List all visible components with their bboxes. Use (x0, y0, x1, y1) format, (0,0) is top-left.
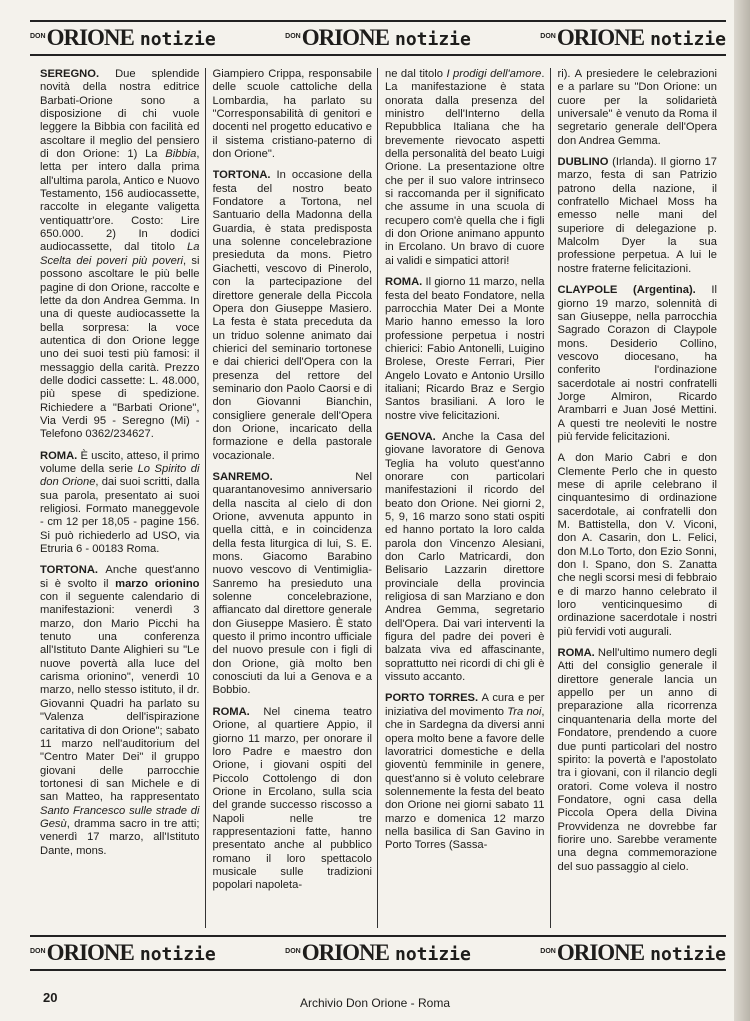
banner-don: DON (285, 948, 301, 955)
column-1 (40, 68, 206, 928)
news-city: SANREMO. (212, 470, 273, 483)
news-item: SEREGNO. Due splendide novità della nostra editrice Barbati-Orione sono a disposizione di chi vuole leggere la Bibbia con facilità ed ascoltare il meglio del pensiero di don Orione: 1) La Bibbia, letta per intero dalla prima all'ultima parola, Antico e Nuovo Testamento, 156 audiocassette, raccolte in elegante valigetta ventiquattr'ore. Costo: Lire 650.000. 2) In dodici audiocassette, dal titolo La Scelta dei poveri più poveri, si possono ascoltare le più belle pagine di don Orione, raccolte e lette da don Andrea Gemma. In una di queste audiocassette la bella sorpresa: la voce autentica di don Orione legge uno dei suoi testi più famosi: il messaggio della carità. Prezzo delle dodici cassette: L. 48.000, più spese di spedizione. Richiedere a "Barbati Orione", Via Verdi 95 - Seregno (Mi) - Telefono 0362/234627. (40, 68, 200, 441)
news-city: PORTO TORRES. (385, 692, 479, 705)
banner-notizie: notizie (395, 944, 471, 965)
news-city: ROMA. (212, 705, 250, 718)
footer-banner (30, 935, 726, 971)
banner-notizie: notizie (650, 944, 726, 965)
banner-notizie: notizie (395, 29, 471, 50)
banner-segment (540, 25, 726, 51)
article-columns (40, 68, 722, 928)
column-4 (558, 68, 723, 928)
column-3 (385, 68, 551, 928)
news-city: CLAYPOLE (Argentina). (557, 284, 696, 297)
news-item: CLAYPOLE (Argentina). Il giorno 19 marzo, solennità di san Giuseppe, nella parrocchia Sagrado Corazon di Claypole mons. Desiderio Collino, vescovo diocesano, ha conferito l'ordinazione sacerdotale ai nostri confratelli Jorge Almiron, Ricardo Arambarri e Juan José Mettini. A questi tre neoleviti le nostre più fervide felicitazioni. (557, 284, 717, 443)
news-item: PORTO TORRES. A cura e per iniziativa del movimento Tra noi, che in Sardegna da diversi anni opera molto bene a favore delle lavoratrici domestiche e della gioventù femminile in genere, quest'anno si è voluto celebrare solennemente la festa del beato don Orione nei giorni sabato 11 marzo e domenica 12 marzo nella basilica di San Gavino in Porto Torres (Sassa- (385, 692, 545, 852)
news-city: ROMA. (40, 449, 78, 462)
news-item: ROMA. Nel cinema teatro Orione, al quartiere Appio, il giorno 11 marzo, per onorare il loro Padre e maestro don Orione, i giovani ospiti del Piccolo Cottolengo di don Orione in Ercolano, sulla scia del grande successo riscosso a Napoli nelle tre rappresentazioni fatte, hanno presentato anche al pubblico romano il loro spettacolo musicale sulle tradizioni popolari napoleta- (212, 705, 372, 892)
banner-notizie: notizie (650, 29, 726, 50)
news-item: TORTONA. In occasione della festa del nostro beato Fondatore a Tortona, nel Santuario della Madonna della Guardia, è stata predisposta una solenne concelebrazione presieduta da mons. Pietro Giachetti, vescovo di Pinerolo, con la partecipazione del direttore generale della Piccola Opera don Giuseppe Masiero. La festa è stata preceduta da un triduo solenne animato dai chierici del seminario tortonese e dai chierici dell'Opera con la presenza del rettore del seminario don Paolo Caorsi e di don Giovanni Bianchin, consigliere generale dell'Opera don Orione, incaricato della formazione e della pastorale vocazionale. (212, 169, 372, 462)
banner-don: DON (540, 948, 556, 955)
banner-segment (285, 25, 471, 51)
news-city: ROMA. (557, 647, 595, 660)
news-item: GENOVA. Anche la Casa del giovane lavoratore di Genova Teglia ha voluto quest'anno onorare con particolari manifestazioni il ricordo del beato don Orione. Nei giorni 2, 5, 9, 16 marzo sono stati ospiti ed hanno portato la loro calda parola don Vincenzo Alesiani, don Carlo Matricardi, don Belisario Lazzarin direttore provinciale della provincia religiosa di san Marziano e don Andrea Gemma, segretario dell'Opera. Dai vari interventi la figura del padre dei poveri è balzata viva ed affascinante, soprattutto nei ricordi di chi gli è vissuto accanto. (385, 430, 545, 684)
page-number: 20 (43, 990, 58, 1005)
banner-segment (285, 940, 471, 966)
banner-orione: ORIONE (46, 940, 134, 965)
page-spine-shadow (734, 0, 750, 1021)
banner-orione: ORIONE (556, 25, 645, 50)
news-item: ROMA. Il giorno 11 marzo, nella festa del beato Fondatore, nella parrocchia Mater Dei a Monte Mario hanno emesso la loro professione perpetua i nostri chierici: Fabio Antonelli, Luigino Brolese, Oreste Ferrari, Pier Angelo Lovato e Antonio Ursillo italiani; Ricardo Braz e Sergio Santos brasiliani. A loro le nostre vive felicitazioni. (385, 276, 545, 422)
news-item: TORTONA. Anche quest'anno si è svolto il marzo orionino con il seguente calendario di manifestazioni: venerdì 3 marzo, don Mario Picchi ha tenuto una conferenza all'Istituto Dante Alighieri su "Le nuove povertà alla luce del carisma orionino", venerdì 10 marzo, nello stesso istituto, il dr. Giovanni Quadri ha parlato su "Valenza dell'ispirazione caritativa di don Orione"; sabato 11 marzo nell'auditorium del "Centro Mater Dei" il gruppo giovani delle parrocchie tortonesi di san Michele e di san Matteo, ha rappresentato Santo Francesco sulle strade di Gesù, dramma sacro in tre atti; venerdì 17 marzo, all'Istituto Dante, mons. (40, 564, 200, 857)
news-item: SANREMO. Nel quarantanovesimo anniversario della nascita al cielo di don Orione, avvenuta appunto in quella città, e in coincidenza della festa liturgica di lui, S. E. mons. Giacomo Barabino nuovo vescovo di Ventimiglia-Sanremo ha presieduto una solenne concelebrazione, affiancato dal direttore generale don Giuseppe Masiero. È stato questo il primo incontro ufficiale del nuovo presule con i figli di don Orione, già molto ben conosciuti da lui a Genova e a Bobbio. (212, 470, 372, 697)
banner-segment (540, 940, 726, 966)
banner-don: DON (540, 33, 556, 40)
banner-orione: ORIONE (46, 25, 134, 50)
news-city: TORTONA. (212, 169, 271, 182)
news-city: GENOVA. (385, 430, 436, 443)
header-banner (30, 20, 726, 56)
banner-orione: ORIONE (301, 25, 389, 50)
banner-don: DON (30, 948, 46, 955)
news-city: DUBLINO (557, 156, 609, 169)
news-city: TORTONA. (40, 564, 99, 577)
news-item: DUBLINO (Irlanda). Il giorno 17 marzo, festa di san Patrizio patrono della nazione, il confratello Michael Moss ha emesso nelle mani del superiore di delegazione p. Malcolm Dyer la sua professione perpetua. A lui le nostre fraterne felicitazioni. (557, 156, 717, 275)
banner-notizie: notizie (139, 944, 216, 965)
news-item: ROMA. È uscito, atteso, il primo volume della serie Lo Spirito di don Orione, dai suoi scritti, dalla sua parola, presentato ai suoi religiosi. Formato maneggevole - cm 12 per 18,05 - pagine 156. Si può richiederlo ad USO, via Etruria 6 - 00183 Roma. (40, 449, 200, 556)
banner-orione: ORIONE (556, 940, 645, 965)
news-city: SEREGNO. (40, 68, 100, 80)
banner-don: DON (285, 33, 301, 40)
banner-orione: ORIONE (301, 940, 389, 965)
news-item: ROMA. Nell'ultimo numero degli Atti del consiglio generale il direttore generale lancia un appello per un anno di preparazione alla ricorrenza cinquantenaria della morte del Fondatore, prendendo a cuore due punti particolari del nostro spirito: la povertà e l'apostolato tra i giovani, con il rilancio degli oratori. Come voleva il nostro Fondatore, ogni casa della Piccola Opera della Divina Provvidenza ne dovrebbe far fiorire uno. Sarebbe veramente una degna commemorazione del suo passaggio al cielo. (557, 647, 717, 873)
column-2 (213, 68, 379, 928)
news-item: Giampiero Crippa, responsabile delle scuole cattoliche della Lombardia, ha parlato su "Corresponsabilità di genitori e docenti nel progetto educativo e il sistema cristiano-paterno di don Orione". (212, 68, 372, 161)
banner-don: DON (30, 33, 46, 40)
banner-segment (30, 940, 216, 966)
news-city: ROMA. (385, 276, 423, 289)
news-item: A don Mario Cabri e don Clemente Perlo che in questo mese di aprile celebrano il cinquantesimo di ordinazione sacerdotale, ai confratelli don M. Battistella, don V. Viconi, don A. Casarin, don L. Felici, don M.Lo Torto, don Ezio Sonni, don I. Spano, don S. Zanatta che negli scorsi mesi di febbraio e di marzo hanno celebrato il loro venticinquesimo di ordinazione sacerdotale i nostri più fervidi voti augurali. (557, 452, 717, 638)
banner-notizie: notizie (139, 29, 216, 50)
banner-segment (30, 25, 216, 51)
news-item: ri). A presiedere le celebrazioni e a parlare su "Don Orione: un cuore per la solidarietà universale" è venuto da Roma il segretario generale dell'Opera don Andrea Gemma. (557, 68, 717, 147)
archive-label: Archivio Don Orione - Roma (299, 996, 451, 1010)
news-item: ne dal titolo I prodigi dell'amore. La manifestazione è stata onorata dalla presenza del ministro dell'Interno della Repubblica Italiana che ha brevemente rievocato aspetti della personalità del beato Luigi Orione. La presentazione oltre che per il suo valore intrinseco si raccomanda per il significato che assume in una scuola di recupero com'è quella che i figli di don Orione animano appunto in Ercolano. Un bravo di cuore ai validi e simpatici attori! (385, 68, 545, 267)
